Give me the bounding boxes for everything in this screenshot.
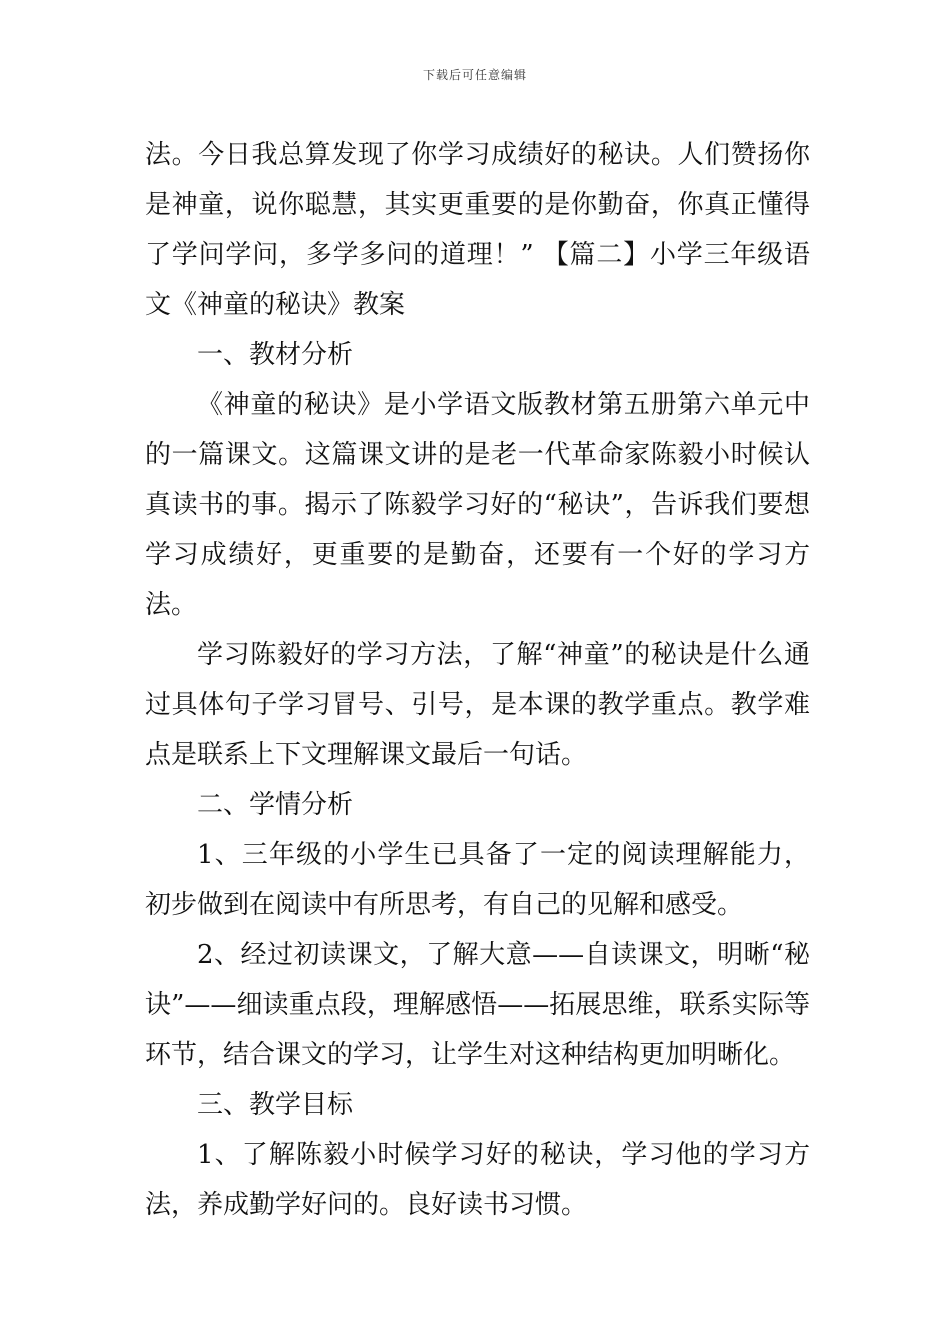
heading-student-analysis: 二、学情分析 (197, 790, 354, 820)
paragraph-2: 《神童的秘诀》是小学语文版教材第五册第六单元中的一篇课文。这篇课文讲的是老一代革命家陈毅小时候认真读书的事。揭示了陈毅学习好的“秘诀”，告诉我们要想学习成绩好，更重要的是勤奋，还要有一个好的学习方法。 (145, 390, 810, 620)
paragraph-5: 2、经过初读课文，了解大意——自读课文，明晰“秘诀”——细读重点段，理解感悟——拓展思维，联系实际等环节，结合课文的学习，让学生对这种结构更加明晰化。 (145, 940, 810, 1070)
paragraph-3: 学习陈毅好的学习方法，了解“神童”的秘诀是什么通过具体句子学习冒号、引号，是本课的教学重点。教学难点是联系上下文理解课文最后一句话。 (145, 640, 810, 770)
paragraph-4: 1、三年级的小学生已具备了一定的阅读理解能力，初步做到在阅读中有所思考，有自己的见解和感受。 (145, 840, 810, 920)
heading-textbook-analysis: 一、教材分析 (197, 340, 354, 370)
page-header: 下载后可任意编辑 (422, 68, 527, 82)
heading-teaching-goals: 三、教学目标 (197, 1090, 354, 1120)
paragraph-1: 法。今日我总算发现了你学习成绩好的秘诀。人们赞扬你是神童，说你聪慧，其实更重要的是你勤奋，你真正懂得了学问学问，多学多问的道理！” 【篇二】小学三年级语文《神童的秘诀》教案 (145, 140, 810, 320)
document-body (145, 130, 810, 1230)
paragraph-6: 1、了解陈毅小时候学习好的秘诀，学习他的学习方法，养成勤学好问的。良好读书习惯。 (145, 1140, 810, 1220)
